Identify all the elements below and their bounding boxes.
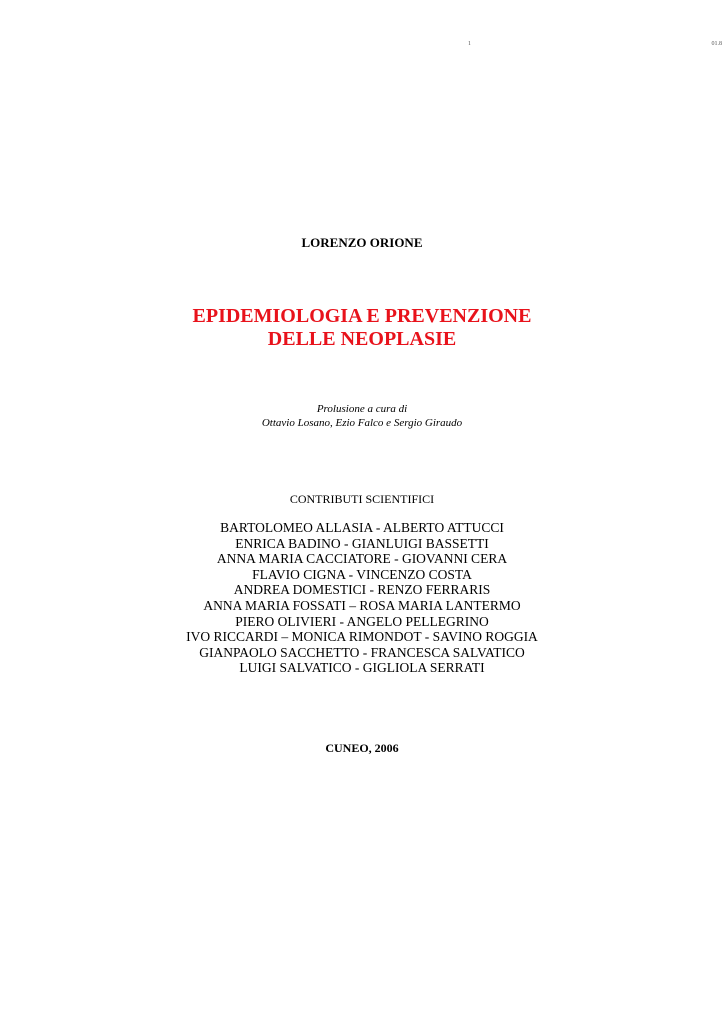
contributor-line: FLAVIO CIGNA - VINCENZO COSTA: [252, 566, 472, 582]
contributor-line: ENRICA BADINO - GIANLUIGI BASSETTI: [235, 535, 489, 551]
place-and-date: CUNEO, 2006: [325, 741, 399, 755]
contributors-list: [0, 520, 724, 676]
author-name: LORENZO ORIONE: [301, 235, 423, 250]
document-title: [0, 305, 724, 351]
page-number: 1: [468, 41, 471, 47]
document-code: 01.8: [711, 41, 722, 47]
contributor-line: ANNA MARIA FOSSATI – ROSA MARIA LANTERMO: [203, 597, 521, 613]
contributor-line: IVO RICCARDI – MONICA RIMONDOT - SAVINO ROGGIA: [186, 629, 538, 645]
contributions-heading: CONTRIBUTI SCIENTIFICI: [289, 492, 435, 506]
contributor-line: GIANPAOLO SACCHETTO - FRANCESCA SALVATICO: [199, 644, 525, 660]
title-line-1: EPIDEMIOLOGIA E PREVENZIONE: [192, 305, 532, 327]
title-line-2: DELLE NEOPLASIE: [267, 328, 457, 350]
preface-line-2: Ottavio Losano, Ezio Falco e Sergio Giraudo: [261, 417, 463, 429]
contributor-line: ANNA MARIA CACCIATORE - GIOVANNI CERA: [216, 551, 508, 567]
preface-credit: [0, 402, 724, 430]
contributor-line: LUIGI SALVATICO - GIGLIOLA SERRATI: [239, 660, 485, 676]
contributor-line: PIERO OLIVIERI - ANGELO PELLEGRINO: [235, 613, 489, 629]
contributor-line: BARTOLOMEO ALLASIA - ALBERTO ATTUCCI: [220, 520, 504, 535]
contributor-line: ANDREA DOMESTICI - RENZO FERRARIS: [233, 582, 491, 598]
preface-line-1: Prolusione a cura di: [316, 403, 408, 415]
